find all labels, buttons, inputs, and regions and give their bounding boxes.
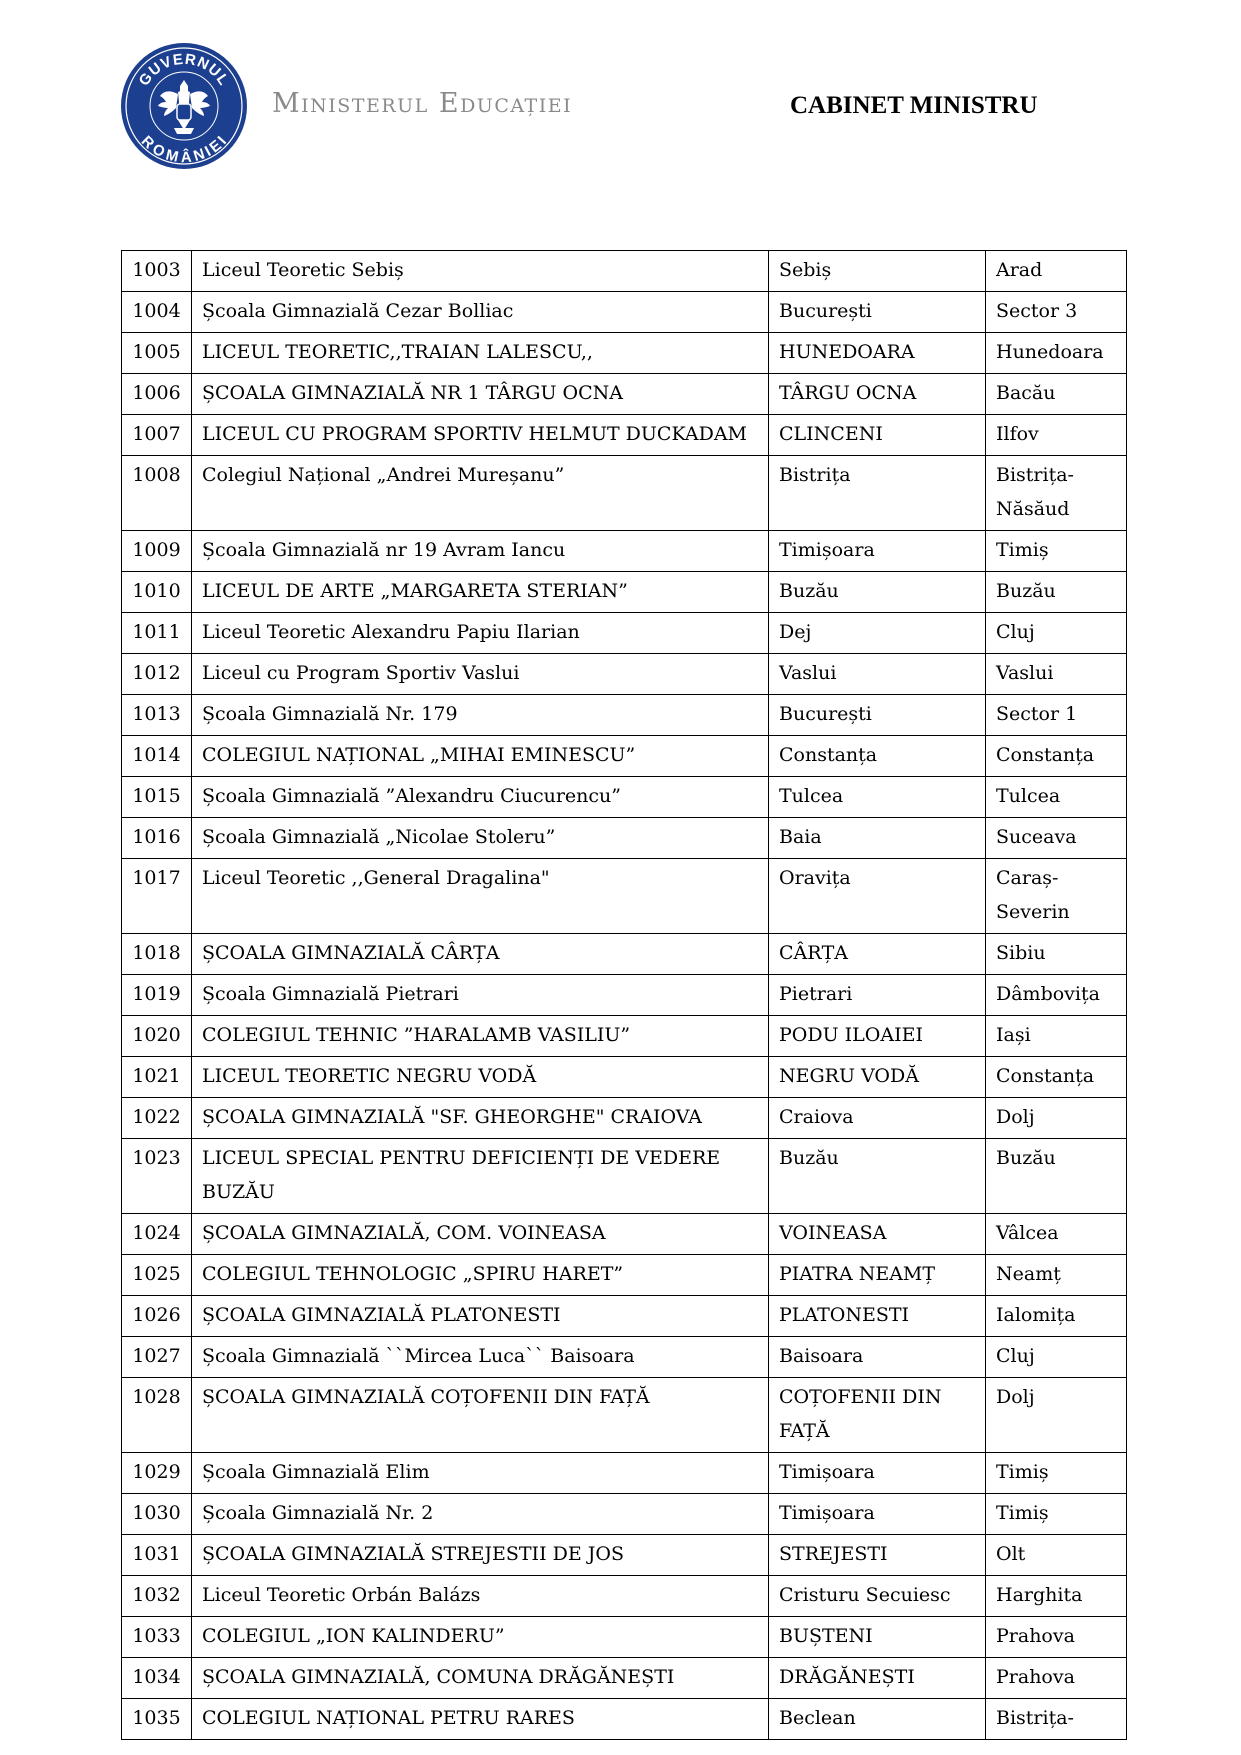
county-cell: Dolj: [986, 1378, 1127, 1453]
row-number-cell: 1008: [122, 456, 192, 531]
table-row: [122, 1535, 1127, 1576]
school-name-cell: ȘCOALA GIMNAZIALĂ "SF. GHEORGHE" CRAIOVA: [192, 1098, 769, 1139]
school-name-cell: COLEGIUL „ION KALINDERU”: [192, 1617, 769, 1658]
row-number-cell: 1027: [122, 1337, 192, 1378]
row-number-cell: 1029: [122, 1453, 192, 1494]
table-row: [122, 654, 1127, 695]
school-name-cell: LICEUL SPECIAL PENTRU DEFICIENȚI DE VEDERE BUZĂU: [192, 1139, 769, 1214]
table-row: [122, 1453, 1127, 1494]
locality-cell: HUNEDOARA: [769, 333, 986, 374]
table-row: [122, 736, 1127, 777]
locality-cell: CLINCENI: [769, 415, 986, 456]
county-cell: Sibiu: [986, 934, 1127, 975]
school-name-cell: Liceul Teoretic Alexandru Papiu Ilarian: [192, 613, 769, 654]
county-cell: Dolj: [986, 1098, 1127, 1139]
county-cell: Dâmbovița: [986, 975, 1127, 1016]
locality-cell: CÂRȚA: [769, 934, 986, 975]
county-cell: Timiș: [986, 1494, 1127, 1535]
school-name-cell: Liceul cu Program Sportiv Vaslui: [192, 654, 769, 695]
locality-cell: PODU ILOAIEI: [769, 1016, 986, 1057]
school-name-cell: LICEUL CU PROGRAM SPORTIV HELMUT DUCKADAM: [192, 415, 769, 456]
row-number-cell: 1030: [122, 1494, 192, 1535]
school-name-cell: ȘCOALA GIMNAZIALĂ NR 1 TÂRGU OCNA: [192, 374, 769, 415]
school-name-cell: ȘCOALA GIMNAZIALĂ PLATONESTI: [192, 1296, 769, 1337]
table-row: [122, 1296, 1127, 1337]
school-name-cell: COLEGIUL NAȚIONAL „MIHAI EMINESCU”: [192, 736, 769, 777]
table-row: [122, 1098, 1127, 1139]
locality-cell: STREJESTI: [769, 1535, 986, 1576]
table-row: [122, 1576, 1127, 1617]
row-number-cell: 1018: [122, 934, 192, 975]
row-number-cell: 1023: [122, 1139, 192, 1214]
county-cell: Neamț: [986, 1255, 1127, 1296]
table-row: [122, 415, 1127, 456]
table-row: [122, 292, 1127, 333]
school-name-cell: Școala Gimnazială Elim: [192, 1453, 769, 1494]
county-cell: Ialomița: [986, 1296, 1127, 1337]
table-row: [122, 695, 1127, 736]
locality-cell: Oravița: [769, 859, 986, 934]
locality-cell: Timișoara: [769, 1453, 986, 1494]
school-name-cell: LICEUL TEORETIC NEGRU VODĂ: [192, 1057, 769, 1098]
row-number-cell: 1004: [122, 292, 192, 333]
row-number-cell: 1021: [122, 1057, 192, 1098]
row-number-cell: 1010: [122, 572, 192, 613]
ministry-name: Ministerul Educației: [272, 88, 573, 119]
county-cell: Constanța: [986, 1057, 1127, 1098]
row-number-cell: 1034: [122, 1658, 192, 1699]
table-row: [122, 251, 1127, 292]
locality-cell: Tulcea: [769, 777, 986, 818]
school-name-cell: Colegiul Național „Andrei Mureșanu”: [192, 456, 769, 531]
school-name-cell: Școala Gimnazială Nr. 179: [192, 695, 769, 736]
county-cell: Buzău: [986, 572, 1127, 613]
school-name-cell: Liceul Teoretic ,,General Dragalina": [192, 859, 769, 934]
school-name-cell: COLEGIUL NAȚIONAL PETRU RARES: [192, 1699, 769, 1740]
table-row: [122, 818, 1127, 859]
school-name-cell: LICEUL DE ARTE „MARGARETA STERIAN”: [192, 572, 769, 613]
school-name-cell: Școala Gimnazială Cezar Bolliac: [192, 292, 769, 333]
school-name-cell: Liceul Teoretic Sebiș: [192, 251, 769, 292]
page-header: [0, 0, 1241, 200]
row-number-cell: 1017: [122, 859, 192, 934]
row-number-cell: 1031: [122, 1535, 192, 1576]
school-name-cell: Școala Gimnazială Nr. 2: [192, 1494, 769, 1535]
county-cell: Timiș: [986, 531, 1127, 572]
table-row: [122, 934, 1127, 975]
row-number-cell: 1025: [122, 1255, 192, 1296]
county-cell: Sector 3: [986, 292, 1127, 333]
table-row: [122, 333, 1127, 374]
school-name-cell: Liceul Teoretic Orbán Balázs: [192, 1576, 769, 1617]
county-cell: Sector 1: [986, 695, 1127, 736]
locality-cell: București: [769, 292, 986, 333]
locality-cell: Buzău: [769, 1139, 986, 1214]
row-number-cell: 1026: [122, 1296, 192, 1337]
school-name-cell: Școala Gimnazială ``Mircea Luca`` Baisoara: [192, 1337, 769, 1378]
table-row: [122, 456, 1127, 531]
table-row: [122, 531, 1127, 572]
table-row: [122, 1658, 1127, 1699]
table-row: [122, 572, 1127, 613]
county-cell: Tulcea: [986, 777, 1127, 818]
county-cell: Prahova: [986, 1617, 1127, 1658]
locality-cell: VOINEASA: [769, 1214, 986, 1255]
row-number-cell: 1022: [122, 1098, 192, 1139]
locality-cell: Constanța: [769, 736, 986, 777]
school-name-cell: Școala Gimnazială ”Alexandru Ciucurencu”: [192, 777, 769, 818]
locality-cell: Timișoara: [769, 1494, 986, 1535]
table-row: [122, 975, 1127, 1016]
locality-cell: NEGRU VODĂ: [769, 1057, 986, 1098]
emblem-bottom-text: ROMÂNIEI: [137, 132, 232, 167]
county-cell: Buzău: [986, 1139, 1127, 1214]
county-cell: Prahova: [986, 1658, 1127, 1699]
school-name-cell: COLEGIUL TEHNOLOGIC „SPIRU HARET”: [192, 1255, 769, 1296]
row-number-cell: 1032: [122, 1576, 192, 1617]
locality-cell: BUȘTENI: [769, 1617, 986, 1658]
table-row: [122, 1617, 1127, 1658]
cabinet-title: CABINET MINISTRU: [790, 92, 1038, 119]
locality-cell: Bistrița: [769, 456, 986, 531]
county-cell: Caraș-Severin: [986, 859, 1127, 934]
county-cell: Bacău: [986, 374, 1127, 415]
county-cell: Vâlcea: [986, 1214, 1127, 1255]
row-number-cell: 1035: [122, 1699, 192, 1740]
school-name-cell: Școala Gimnazială Pietrari: [192, 975, 769, 1016]
row-number-cell: 1003: [122, 251, 192, 292]
locality-cell: Timișoara: [769, 531, 986, 572]
school-name-cell: Școala Gimnazială nr 19 Avram Iancu: [192, 531, 769, 572]
county-cell: Hunedoara: [986, 333, 1127, 374]
locality-cell: Cristuru Secuiesc: [769, 1576, 986, 1617]
locality-cell: Buzău: [769, 572, 986, 613]
emblem-top-text: GUVERNUL: [135, 50, 233, 90]
table-row: [122, 613, 1127, 654]
locality-cell: Beclean: [769, 1699, 986, 1740]
row-number-cell: 1019: [122, 975, 192, 1016]
schools-table: [121, 250, 1127, 1740]
table-row: [122, 374, 1127, 415]
table-row: [122, 1016, 1127, 1057]
table-row: [122, 1255, 1127, 1296]
county-cell: Bistrița-: [986, 1699, 1127, 1740]
table-row: [122, 1057, 1127, 1098]
table-row: [122, 777, 1127, 818]
locality-cell: Pietrari: [769, 975, 986, 1016]
table-row: [122, 1337, 1127, 1378]
locality-cell: București: [769, 695, 986, 736]
school-name-cell: LICEUL TEORETIC,,TRAIAN LALESCU,,: [192, 333, 769, 374]
county-cell: Ilfov: [986, 415, 1127, 456]
locality-cell: Baisoara: [769, 1337, 986, 1378]
county-cell: Cluj: [986, 1337, 1127, 1378]
locality-cell: Vaslui: [769, 654, 986, 695]
table-row: [122, 1494, 1127, 1535]
row-number-cell: 1007: [122, 415, 192, 456]
school-name-cell: ȘCOALA GIMNAZIALĂ, COMUNA DRĂGĂNEȘTI: [192, 1658, 769, 1699]
county-cell: Bistrița-Năsăud: [986, 456, 1127, 531]
table-row: [122, 1139, 1127, 1214]
table-row: [122, 1378, 1127, 1453]
county-cell: Constanța: [986, 736, 1127, 777]
row-number-cell: 1028: [122, 1378, 192, 1453]
row-number-cell: 1014: [122, 736, 192, 777]
locality-cell: Dej: [769, 613, 986, 654]
locality-cell: COȚOFENII DIN FAȚĂ: [769, 1378, 986, 1453]
county-cell: Vaslui: [986, 654, 1127, 695]
row-number-cell: 1013: [122, 695, 192, 736]
locality-cell: Baia: [769, 818, 986, 859]
county-cell: Cluj: [986, 613, 1127, 654]
row-number-cell: 1020: [122, 1016, 192, 1057]
county-cell: Harghita: [986, 1576, 1127, 1617]
row-number-cell: 1009: [122, 531, 192, 572]
government-emblem-logo: [120, 42, 248, 170]
school-name-cell: Școala Gimnazială „Nicolae Stoleru”: [192, 818, 769, 859]
locality-cell: PIATRA NEAMȚ: [769, 1255, 986, 1296]
school-name-cell: ȘCOALA GIMNAZIALĂ COȚOFENII DIN FAȚĂ: [192, 1378, 769, 1453]
locality-cell: TÂRGU OCNA: [769, 374, 986, 415]
row-number-cell: 1006: [122, 374, 192, 415]
school-name-cell: ȘCOALA GIMNAZIALĂ CÂRȚA: [192, 934, 769, 975]
locality-cell: Sebiș: [769, 251, 986, 292]
school-name-cell: ȘCOALA GIMNAZIALĂ, COM. VOINEASA: [192, 1214, 769, 1255]
county-cell: Olt: [986, 1535, 1127, 1576]
row-number-cell: 1024: [122, 1214, 192, 1255]
row-number-cell: 1033: [122, 1617, 192, 1658]
locality-cell: PLATONESTI: [769, 1296, 986, 1337]
locality-cell: DRĂGĂNEȘTI: [769, 1658, 986, 1699]
table-row: [122, 1699, 1127, 1740]
county-cell: Timiș: [986, 1453, 1127, 1494]
county-cell: Arad: [986, 251, 1127, 292]
locality-cell: Craiova: [769, 1098, 986, 1139]
table-row: [122, 859, 1127, 934]
row-number-cell: 1011: [122, 613, 192, 654]
county-cell: Iași: [986, 1016, 1127, 1057]
row-number-cell: 1012: [122, 654, 192, 695]
row-number-cell: 1015: [122, 777, 192, 818]
school-name-cell: ȘCOALA GIMNAZIALĂ STREJESTII DE JOS: [192, 1535, 769, 1576]
county-cell: Suceava: [986, 818, 1127, 859]
school-name-cell: COLEGIUL TEHNIC ”HARALAMB VASILIU”: [192, 1016, 769, 1057]
row-number-cell: 1005: [122, 333, 192, 374]
row-number-cell: 1016: [122, 818, 192, 859]
table-row: [122, 1214, 1127, 1255]
